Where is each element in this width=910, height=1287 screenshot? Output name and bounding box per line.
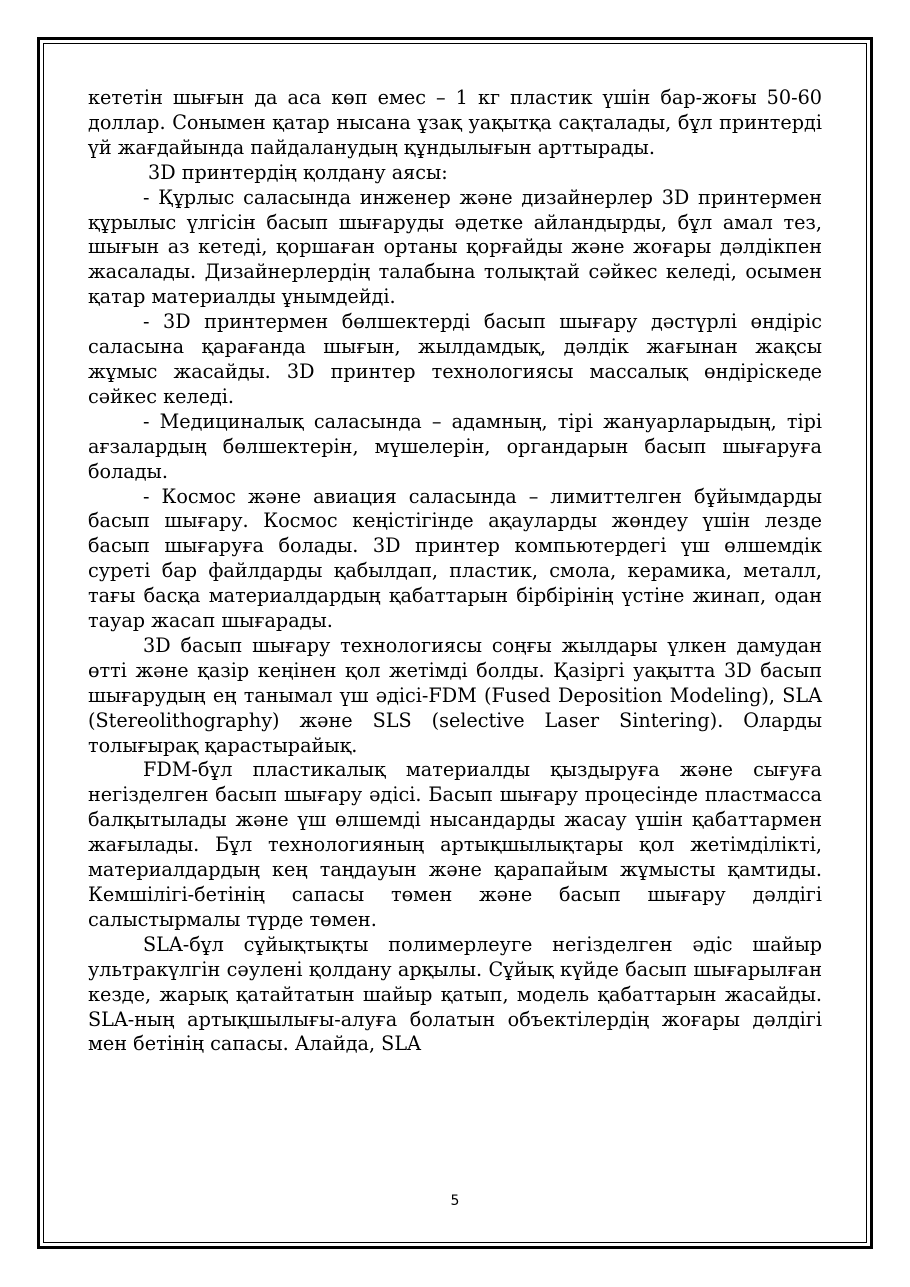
document-body (88, 86, 822, 1057)
paragraph-fdm: FDM-бұл пластикалық материалды қыздыруға және сығуға негізделген басып шығару әдісі. Басып шығару процесінде пластмасса балқытылады және үш өлшемді нысандарды жасау үшін қабаттармен жағылады. Бұл технологияның артықшылықтары қол жетімділікті, материалдардың кең таңдауын және қарапайым жұмысты қамтиды. Кемшілігі-бетінің сапасы төмен және басып шығару дәлдігі салыстырмалы түрде төмен. (88, 758, 822, 931)
section-heading-applications: 3D принтердің қолдану аясы: (148, 160, 448, 184)
list-item-manufacturing: - 3D принтермен бөлшектерді басып шығару дәстүрлі өндіріс саласына қарағанда шығын, жылдамдық, дәлдік жағынан жақсы жұмыс жасайды. 3D принтер технологиясы массалық өндіріскеде сәйкес келеді. (88, 310, 822, 408)
paragraph-cost: кететін шығын да аса көп емес – 1 кг пластик үшін бар-жоғы 50-60 доллар. Сонымен қатар нысана ұзақ уақытқа сақталады, бұл принтерді үй жағдайында пайдаланудың құндылығын арттырады. (88, 86, 822, 159)
list-item-construction: - Құрлыс саласында инженер және дизайнерлер 3D принтермен құрылыс үлгісін басып шығаруды әдетке айландырды, бұл амал тез, шығын аз кетеді, қоршаған ортаны қорғайды және жоғары дәлдікпен жасалады. Дизайнерлердің талабына толықтай сәйкес келеді, осымен қатар материалды ұнымдейді. (88, 185, 822, 309)
list-item-medicine: - Медициналық саласында – адамның, тірі жануарларыдың, тірі ағзалардың бөлшектерін, мүшелерін, органдарын басып шығаруға болады. (88, 409, 822, 483)
list-item-space-aviation: - Космос және авиация саласында – лимиттелген бұйымдарды басып шығару. Космос кеңістігінде ақауларды жөндеу үшін лезде басып шығаруға болады. 3D принтер компьютердегі үш өлшемдік суреті бар файлдарды қабылдап, пластик, смола, керамика, металл, тағы басқа материалдардың қабаттарын бірбірінің үстіне жинап, одан тауар жасап шығарады. (88, 484, 822, 633)
page-number: 5 (450, 1193, 460, 1209)
paragraph-sla: SLA-бұл сұйықтықты полимерлеуге негізделген әдіс шайыр ультракүлгін сәулені қолдану арқылы. Сұйық күйде басып шығарылған кезде, жарық қатайтатын шайыр қатып, модель қабаттарын жасайды. SLA-ның артықшылығы-алуға болатын объектілердің жоғары дәлдігі мен бетінің сапасы. Алайда, SLA (88, 932, 822, 1056)
paragraph-technologies: 3D басып шығару технологиясы соңғы жылдары үлкен дамудан өтті және қазір кеңінен қол жетімді болды. Қазіргі уақытта 3D басып шығарудың ең танымал үш әдісі-FDM (Fused Deposition Modeling), SLA (Stereolithography) және SLS (selective Laser Sintering). Оларды толығырақ қарастырайық. (88, 633, 822, 757)
